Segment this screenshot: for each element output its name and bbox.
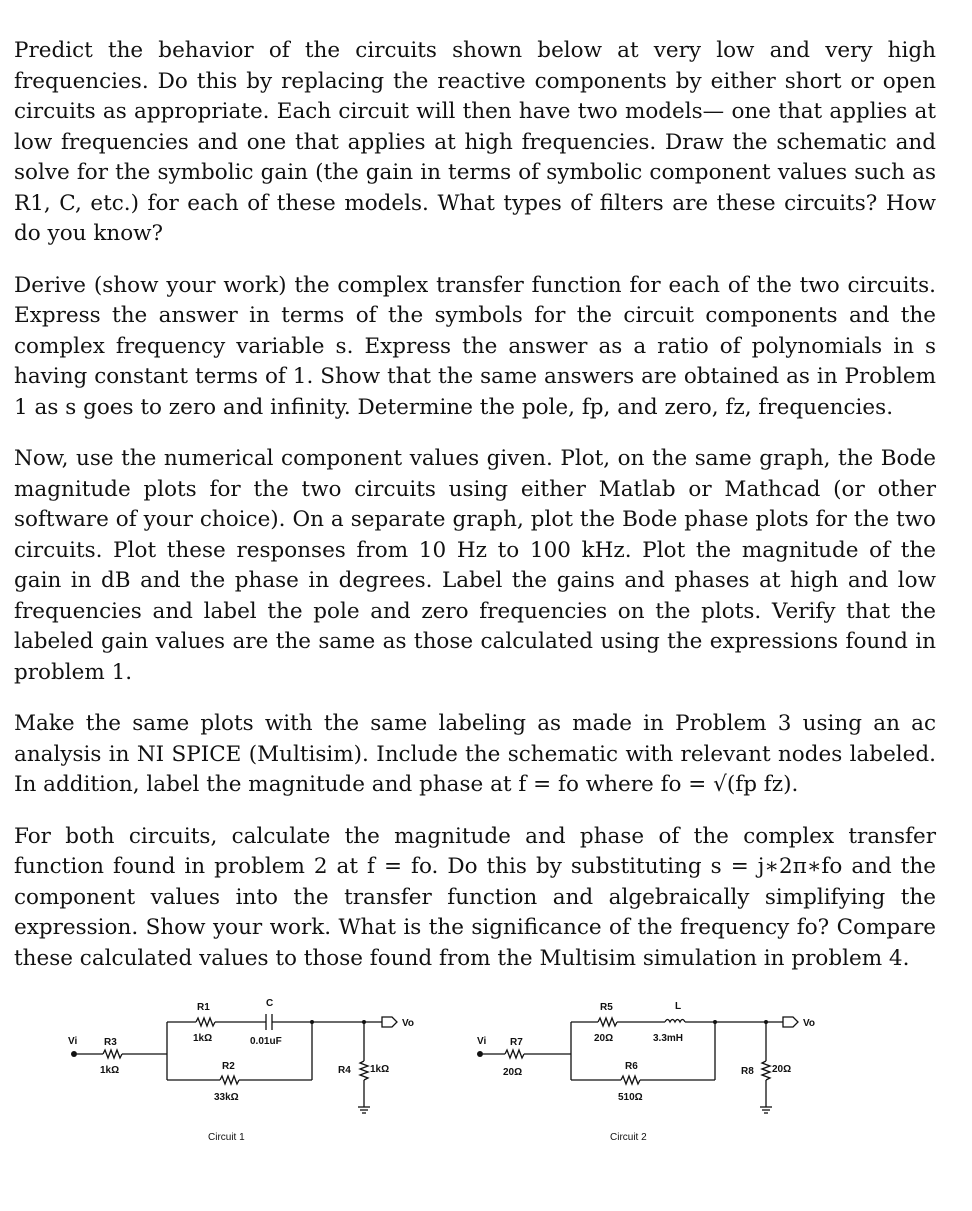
c2-inductor: [665, 1020, 685, 1023]
c2-r8-name: R8: [741, 1066, 754, 1077]
c1-vi-label: Vi: [68, 1036, 78, 1047]
c1-r2-resistor: [220, 1076, 239, 1084]
c2-r8-value: 20Ω: [772, 1064, 792, 1075]
c2-r6-resistor: [621, 1076, 640, 1084]
c2-caption: Circuit 2: [610, 1132, 647, 1143]
c2-l-value: 3.3mH: [653, 1033, 684, 1044]
c1-r1-name: R1: [197, 1002, 210, 1013]
c1-r4-value: 1kΩ: [370, 1064, 390, 1075]
c2-vi-label: Vi: [477, 1036, 487, 1047]
c1-r3-name: R3: [104, 1037, 117, 1048]
problem-text: [14, 36, 936, 995]
c1-c-value: 0.01uF: [250, 1036, 282, 1047]
c2-vo-label: Vo: [803, 1018, 816, 1029]
c2-r8-resistor: [762, 1061, 770, 1080]
c1-r2-name: R2: [222, 1061, 235, 1072]
c1-c-name: C: [266, 998, 274, 1009]
c2-r7-name: R7: [510, 1037, 523, 1048]
c1-r2-value: 33kΩ: [214, 1092, 239, 1103]
problem-3: Now, use the numerical component values given. Plot, on the same graph, the Bode magnitude plots for the two circuits using either Matlab or Mathcad (or other software of your choice). On a separate graph, plot the Bode phase plots for the two circuits. Plot these responses from 10 Hz to 100 kHz. Plot the magnitude of the gain in dB and the phase in degrees. Label the gains and phases at high and low frequencies and label the pole and zero frequencies on the plots. Verify that the labeled gain values are the same as those calculated using the expressions found in problem 1.: [14, 446, 936, 685]
c1-output-terminal: [382, 1017, 397, 1027]
c2-r5-value: 20Ω: [594, 1033, 614, 1044]
problem-2: Derive (show your work) the complex transfer function for each of the two circuits. Express the answer in terms of the symbols for the circuit components and the complex frequency variable s. Express the answer as a ratio of polynomials in s having constant terms of 1. Show that the same answers are obtained as in Problem 1 as s goes to zero and infinity. Determine the pole, fp, and zero, fz, frequencies.: [14, 272, 936, 420]
problem-5: For both circuits, calculate the magnitude and phase of the complex transfer function found in problem 2 at f = fo. Do this by substituting s = j∗2π∗fo and the component values into the transfer function and algebraically simplifying the expression. Show your work. What is the significance of the frequency fo? Compare these calculated values to those found from the Multisim simulation in problem 4.: [14, 823, 936, 971]
c1-r1-value: 1kΩ: [193, 1033, 213, 1044]
c1-input-node: [71, 1051, 77, 1057]
c2-ground-icon: [760, 1107, 772, 1113]
circuit-1: [68, 998, 414, 1143]
circuit-figure: [0, 985, 972, 1155]
c2-r7-value: 20Ω: [503, 1067, 523, 1078]
c2-r6-value: 510Ω: [618, 1092, 643, 1103]
c2-r5-name: R5: [600, 1002, 613, 1013]
c2-r5-resistor: [598, 1018, 617, 1026]
problem-4: Make the same plots with the same labeling as made in Problem 3 using an ac analysis in NI SPICE (Multisim). Include the schematic with relevant nodes labeled. In addition, label the magnitude and phase at f = fo where fo = √(fp fz).: [14, 711, 936, 797]
c2-input-node: [477, 1051, 483, 1057]
c2-r7-resistor: [505, 1050, 524, 1058]
c1-r4-name: R4: [338, 1065, 351, 1076]
c2-r6-name: R6: [625, 1061, 638, 1072]
c1-r3-value: 1kΩ: [100, 1065, 120, 1076]
c1-ground-icon: [358, 1107, 370, 1113]
c1-r3-resistor: [103, 1050, 122, 1058]
problem-1: Predict the behavior of the circuits shown below at very low and very high frequencies. Do this by replacing the reactive components by either short or open circuits as appropriate. Each circuit will then have two models— one that applies at low frequencies and one that applies at high frequencies. Draw the schematic and solve for the symbolic gain (the gain in terms of symbolic component values such as R1, C, etc.) for each of these models. What types of filters are these circuits? How do you know?: [14, 38, 936, 246]
c2-output-terminal: [783, 1017, 798, 1027]
c1-r1-resistor: [196, 1018, 215, 1026]
c1-vo-label: Vo: [402, 1018, 415, 1029]
c1-caption: Circuit 1: [208, 1132, 245, 1143]
circuit-2: [477, 1001, 815, 1143]
c2-l-name: L: [675, 1001, 682, 1012]
c1-r4-resistor: [360, 1061, 368, 1080]
